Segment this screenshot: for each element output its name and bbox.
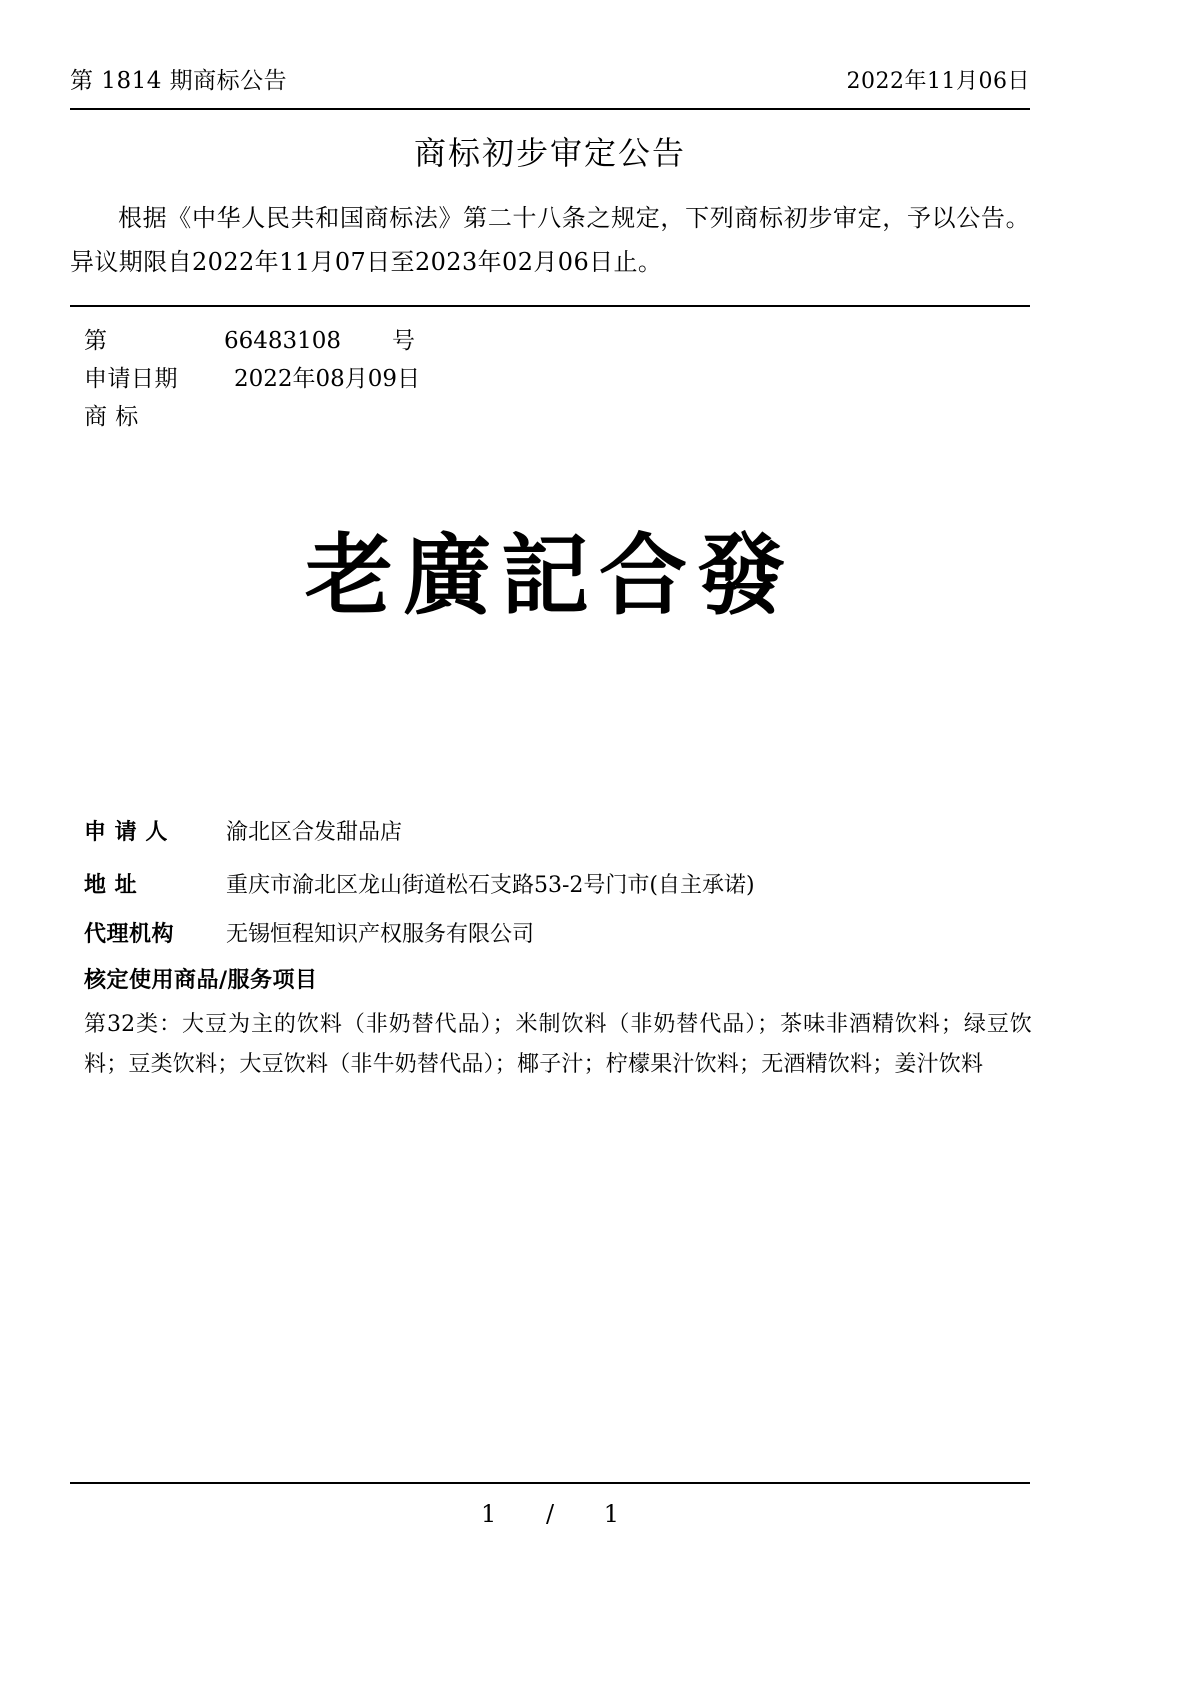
page-header	[70, 62, 1030, 95]
page-footer	[70, 1500, 1030, 1528]
footer-divider	[70, 1482, 1030, 1484]
agency-value: 无锡恒程知识产权服务有限公司	[226, 922, 535, 947]
goods-section-body: 第32类：大豆为主的饮料（非奶替代品）；米制饮料（非奶替代品）；茶味非酒精饮料；绿豆饮料；豆类饮料；大豆饮料（非牛奶替代品）；椰子汁；柠檬果汁饮料；无酒精饮料；姜汁饮料	[84, 1012, 1032, 1077]
intro-paragraph: 根据《中华人民共和国商标法》第二十八条之规定，下列商标初步审定，予以公告。异议期限自2022年11月07日至2023年02月06日止。	[70, 204, 1030, 276]
header-date-label: 2022年11月06日	[846, 69, 1030, 94]
application-date-row	[84, 360, 420, 393]
applicant-row	[84, 815, 402, 846]
page-content	[70, 0, 1030, 1684]
section-divider	[70, 305, 1030, 307]
registration-number-label: 第	[84, 328, 108, 354]
registration-number-value: 66483108	[224, 328, 342, 354]
footer-total-pages: 1	[603, 1500, 619, 1528]
application-date-value: 2022年08月09日	[234, 366, 421, 392]
page-title: 商标初步审定公告	[413, 134, 686, 172]
registration-number-suffix: 号	[392, 328, 415, 354]
trademark-image-text: 老廣記合發	[304, 523, 795, 627]
agency-row	[84, 917, 534, 948]
registration-number-row	[84, 322, 415, 355]
applicant-label: 申 请 人	[84, 819, 168, 845]
trademark-label: 商 标	[84, 404, 139, 430]
registration-number-value-wrap	[202, 322, 415, 355]
footer-separator: /	[545, 1500, 555, 1528]
address-row	[84, 868, 755, 899]
goods-section-title: 核定使用商品/服务项目	[84, 967, 318, 993]
header-divider	[70, 108, 1030, 110]
address-label: 地 址	[84, 872, 138, 898]
trademark-row	[84, 398, 202, 431]
applicant-value: 渝北区合发甜品店	[226, 820, 403, 845]
application-date-label: 申请日期	[84, 366, 178, 392]
footer-current-page: 1	[481, 1500, 497, 1528]
header-issue-label: 第 1814 期商标公告	[70, 68, 288, 94]
agency-label: 代理机构	[84, 921, 175, 947]
address-value: 重庆市渝北区龙山街道松石支路53-2号门市(自主承诺)	[226, 873, 755, 898]
